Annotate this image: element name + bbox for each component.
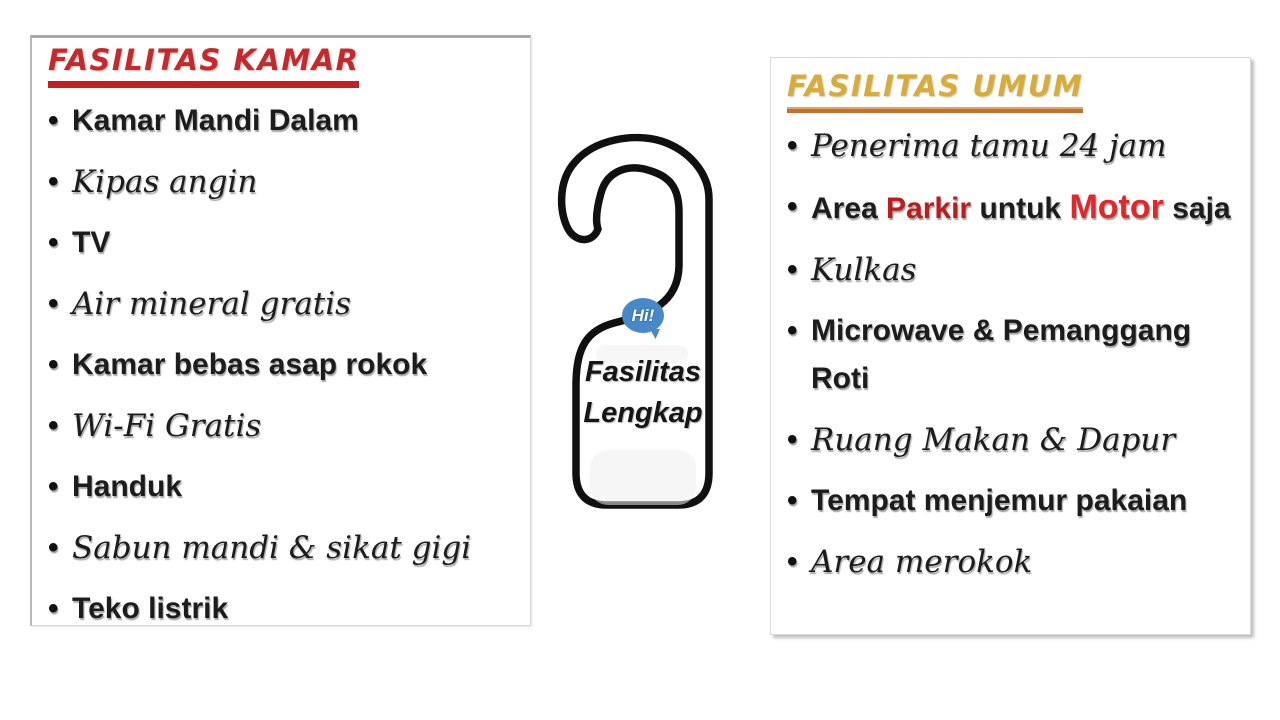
list-item: • Sabun mandi & sikat gigi <box>46 524 516 572</box>
hanger-label-line1: Fasilitas <box>584 356 702 388</box>
hanger-label-line2: Lengkap <box>583 397 703 429</box>
list-item: • TV <box>46 219 516 267</box>
general-card-title-block <box>787 68 1083 113</box>
door-hanger-graphic <box>552 132 724 522</box>
list-item: • Kamar bebas asap rokok <box>46 341 516 389</box>
list-item-text-part: saja <box>1163 192 1231 225</box>
list-item-text-part: Parkir <box>886 192 972 225</box>
list-item-text-part: Motor <box>1069 188 1164 226</box>
room-facilities-list <box>46 97 516 633</box>
list-item: • Microwave & Pemanggang Roti <box>785 307 1236 403</box>
list-item-text-part: untuk <box>971 192 1070 225</box>
list-item: • Tempat menjemur pakaian <box>785 477 1236 525</box>
list-item: • Penerima tamu 24 jam <box>785 122 1236 170</box>
list-item: • Teko listrik <box>46 585 516 633</box>
room-card-title-block <box>48 42 359 88</box>
hi-bubble-text: Hi! <box>631 305 655 325</box>
list-item: • Kulkas <box>785 246 1236 294</box>
list-item: • Ruang Makan & Dapur <box>785 416 1236 464</box>
hi-speech-bubble-icon <box>622 298 664 333</box>
list-item: • Kipas angin <box>46 158 516 206</box>
red-title-underline <box>48 81 359 88</box>
list-item <box>785 183 1236 233</box>
list-item: • Wi-Fi Gratis <box>46 402 516 450</box>
list-item: • Kamar Mandi Dalam <box>46 97 516 145</box>
room-facilities-card <box>30 35 531 626</box>
list-item-text-part: Area <box>811 192 887 225</box>
general-facilities-card <box>770 57 1251 635</box>
list-item: • Air mineral gratis <box>46 280 516 328</box>
general-facilities-list <box>785 122 1236 586</box>
room-card-title: FASILITAS KAMAR <box>48 43 360 77</box>
list-item: • Handuk <box>46 463 516 511</box>
watermark-blob <box>590 450 696 505</box>
list-item: • Area merokok <box>785 538 1236 586</box>
general-card-title: FASILITAS UMUM <box>787 69 1084 103</box>
hanger-label <box>570 352 716 434</box>
gold-title-underline <box>787 107 1083 113</box>
